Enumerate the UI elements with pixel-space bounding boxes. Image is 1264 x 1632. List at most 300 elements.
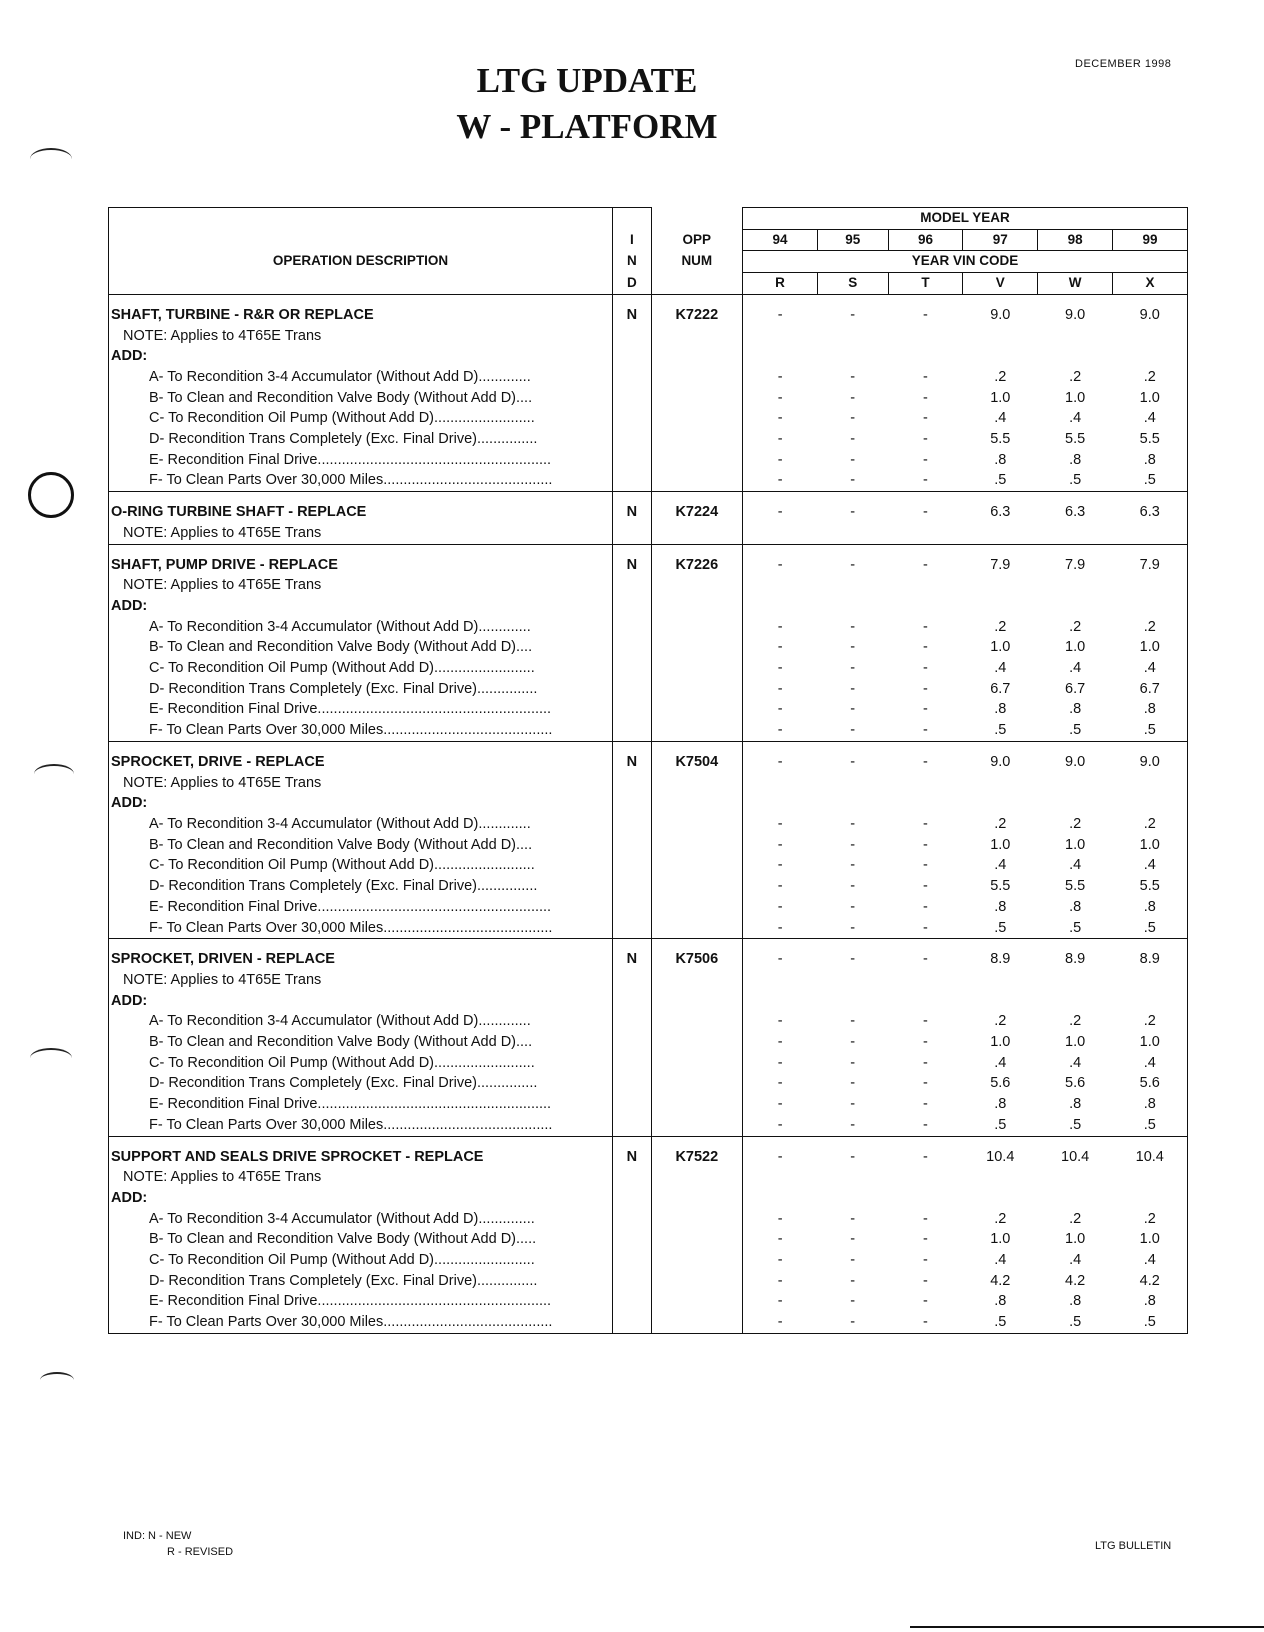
year-value-cell [817, 346, 888, 367]
title-line-1: LTG UPDATE [476, 61, 698, 100]
year-value-cell: 1.0 [1113, 1032, 1188, 1053]
year-value-cell: .4 [1069, 660, 1082, 677]
ind-cell [613, 596, 651, 617]
section-note-row [109, 773, 1188, 794]
ind-cell [613, 1032, 651, 1053]
operation-description: O-RING TURBINE SHAFT - REPLACE [109, 502, 613, 523]
year-value-cell: .5 [1113, 1115, 1188, 1136]
year-value-cell: - [888, 1115, 963, 1136]
year-value-cell [1038, 1136, 1113, 1147]
year-value-cell: .4 [994, 1252, 1007, 1269]
year-value-cell: .5 [1038, 1312, 1113, 1333]
year-value-cell: - [850, 660, 856, 677]
opp-num-cell [651, 1167, 742, 1188]
year-value-cell: - [743, 949, 818, 970]
ind-cell [613, 470, 651, 491]
section-spacer [109, 939, 1188, 950]
operation-description: B- To Clean and Recondition Valve Body (Without Add D).... [109, 637, 613, 658]
operation-description [109, 294, 613, 305]
year-value-cell: .4 [1069, 1252, 1082, 1269]
year-value-cell: 9.0 [990, 753, 1011, 770]
year-value-cell [963, 1136, 1038, 1147]
year-value-cell [963, 991, 1038, 1012]
year-value-cell: .2 [1069, 815, 1082, 832]
sub-operation-row [109, 617, 1188, 638]
year-value-cell [1113, 575, 1188, 596]
year-value-cell: - [817, 918, 888, 939]
operation-description: E- Recondition Final Drive.......................................................... [109, 699, 613, 720]
ind-legend-revised: R - REVISED [167, 1546, 234, 1558]
year-value-cell: 10.4 [986, 1148, 1015, 1165]
year-value-cell: 5.6 [1113, 1073, 1188, 1094]
year-value-cell: .2 [1113, 1011, 1188, 1032]
year-value-cell: - [743, 897, 818, 918]
year-value-cell: - [743, 450, 818, 471]
year-value-cell [888, 991, 963, 1012]
year-value-cell [1113, 596, 1188, 617]
year-value-cell [888, 575, 963, 596]
opp-num-cell [651, 1250, 742, 1271]
year-value-cell: - [923, 1148, 928, 1165]
sub-operation-row [109, 1250, 1188, 1271]
year-value-cell [743, 773, 818, 794]
operation-description: A- To Recondition 3-4 Accumulator (Without Add D)............. [109, 1011, 613, 1032]
year-value-cell: - [850, 857, 856, 874]
year-value-cell [963, 793, 1038, 814]
year-value-cell [743, 575, 818, 596]
year-value-cell [888, 939, 963, 950]
year-value-cell [1038, 544, 1113, 555]
year-value-cell: 9.0 [1113, 305, 1188, 326]
year-value-cell: - [923, 431, 928, 448]
ind-cell [613, 855, 651, 876]
sub-operation-row [109, 679, 1188, 700]
year-value-cell: - [850, 1034, 856, 1051]
sub-operation-row [109, 855, 1188, 876]
vin-code-w: W [1038, 273, 1113, 295]
year-value-cell: .4 [1069, 857, 1082, 874]
section-spacer [109, 294, 1188, 305]
year-value-cell [1038, 492, 1113, 503]
year-value-cell [817, 773, 888, 794]
header-blank [109, 208, 613, 230]
ind-cell [613, 835, 651, 856]
year-value-cell: - [743, 1011, 818, 1032]
ind-cell [613, 408, 651, 429]
bulletin-label: LTG BULLETIN [1095, 1540, 1172, 1552]
operation-description: E- Recondition Final Drive.......................................................... [109, 1094, 613, 1115]
year-value-cell [743, 741, 818, 752]
year-value-cell [743, 523, 818, 544]
year-value-cell: - [923, 857, 928, 874]
year-value-cell: 5.5 [1113, 429, 1188, 450]
year-value-cell: 10.4 [1113, 1147, 1188, 1168]
year-value-cell: - [850, 898, 856, 915]
year-value-cell: - [850, 1075, 856, 1092]
ind-cell [613, 699, 651, 720]
year-value-cell [888, 773, 963, 794]
ind-cell [613, 918, 651, 939]
year-value-cell: - [850, 836, 856, 853]
opp-header-line2: NUM [651, 251, 742, 273]
ind-cell [613, 991, 651, 1012]
year-value-cell: .4 [1069, 410, 1082, 427]
opp-num-cell [651, 544, 742, 555]
ind-cell: N [613, 502, 651, 523]
opp-num-cell [651, 793, 742, 814]
year-value-cell: 7.9 [1113, 555, 1188, 576]
opp-num-cell [651, 388, 742, 409]
year-value-cell: 8.9 [990, 951, 1011, 968]
year-value-cell [963, 346, 1038, 367]
ind-cell [613, 970, 651, 991]
year-value-cell [1038, 294, 1113, 305]
year-value-cell: 9.0 [1065, 306, 1086, 323]
operation-description: B- To Clean and Recondition Valve Body (Without Add D).... [109, 835, 613, 856]
year-value-cell: - [888, 1312, 963, 1333]
operation-description: C- To Recondition Oil Pump (Without Add D)......................... [109, 408, 613, 429]
year-value-cell [1113, 346, 1188, 367]
opp-num-cell [651, 1073, 742, 1094]
sub-operation-row [109, 388, 1188, 409]
ind-cell: N [613, 305, 651, 326]
binder-arc-mark [30, 148, 72, 170]
year-value-cell [963, 970, 1038, 991]
year-value-cell: - [923, 368, 928, 385]
operation-description: NOTE: Applies to 4T65E Trans [109, 1167, 613, 1188]
year-value-cell: .8 [994, 898, 1007, 915]
page-title [0, 58, 1264, 150]
year-value-cell: - [923, 1293, 928, 1310]
year-value-cell [1113, 939, 1188, 950]
year-value-cell: - [850, 504, 856, 521]
operation-description: B- To Clean and Recondition Valve Body (Without Add D).... [109, 1032, 613, 1053]
year-value-cell: - [850, 680, 856, 697]
operation-description: ADD: [109, 793, 613, 814]
opp-num-cell [651, 991, 742, 1012]
year-value-cell: .8 [1113, 450, 1188, 471]
ind-cell [613, 346, 651, 367]
year-value-cell: 6.3 [1065, 504, 1086, 521]
year-value-cell [817, 596, 888, 617]
year-value-cell: - [743, 388, 818, 409]
year-value-cell: 1.0 [1113, 388, 1188, 409]
year-value-cell: .2 [1113, 617, 1188, 638]
ind-cell [613, 1011, 651, 1032]
operation-description: NOTE: Applies to 4T65E Trans [109, 970, 613, 991]
year-value-cell: 5.5 [1113, 876, 1188, 897]
opp-num-cell: K7506 [651, 949, 742, 970]
year-value-cell: - [923, 660, 928, 677]
opp-num-cell: K7226 [651, 555, 742, 576]
ind-cell [613, 773, 651, 794]
operation-description: F- To Clean Parts Over 30,000 Miles.......................................... [109, 470, 613, 491]
year-value-cell: - [743, 835, 818, 856]
year-value-cell [1113, 793, 1188, 814]
operation-description [109, 544, 613, 555]
year-value-cell: - [850, 1210, 856, 1227]
operation-description: SPROCKET, DRIVE - REPLACE [109, 752, 613, 773]
year-value-cell [817, 492, 888, 503]
year-value-cell [743, 793, 818, 814]
ind-cell [613, 294, 651, 305]
year-value-cell: 6.3 [990, 504, 1011, 521]
sub-operation-row [109, 918, 1188, 939]
year-value-cell [888, 970, 963, 991]
opp-num-cell [651, 637, 742, 658]
sub-operation-row [109, 450, 1188, 471]
operation-description: ADD: [109, 991, 613, 1012]
ind-cell [613, 388, 651, 409]
vin-code-r: R [743, 273, 818, 295]
operation-description: A- To Recondition 3-4 Accumulator (Without Add D)............. [109, 617, 613, 638]
operation-description: C- To Recondition Oil Pump (Without Add D)......................... [109, 855, 613, 876]
year-value-cell [963, 575, 1038, 596]
year-value-cell [963, 596, 1038, 617]
ind-cell [613, 679, 651, 700]
operation-description: E- Recondition Final Drive.......................................................... [109, 897, 613, 918]
year-value-cell: - [923, 639, 928, 656]
year-value-cell: .5 [1038, 470, 1113, 491]
year-value-cell: - [743, 470, 818, 491]
year-value-cell: .4 [1113, 1053, 1188, 1074]
section-title-row [109, 502, 1188, 523]
section-add-row [109, 991, 1188, 1012]
ind-cell [613, 658, 651, 679]
sub-operation-row [109, 897, 1188, 918]
operation-description: C- To Recondition Oil Pump (Without Add D)......................... [109, 1250, 613, 1271]
year-value-cell: - [923, 951, 928, 968]
sub-operation-row [109, 1271, 1188, 1292]
year-value-cell [817, 575, 888, 596]
operation-description: ADD: [109, 346, 613, 367]
opp-num-cell [651, 1229, 742, 1250]
year-value-cell [1038, 1188, 1113, 1209]
year-value-cell: - [850, 815, 856, 832]
year-value-cell [963, 544, 1038, 555]
operation-description-header: OPERATION DESCRIPTION [109, 229, 613, 294]
year-value-cell: .5 [1113, 918, 1188, 939]
opp-num-cell [651, 429, 742, 450]
year-value-cell: - [743, 637, 818, 658]
year-value-cell: .4 [1069, 1054, 1082, 1071]
sub-operation-row [109, 814, 1188, 835]
section-title-row [109, 752, 1188, 773]
year-value-cell [1113, 544, 1188, 555]
year-value-cell: .4 [994, 410, 1007, 427]
year-value-cell: .8 [994, 701, 1007, 718]
operation-description: ADD: [109, 596, 613, 617]
year-value-cell: .5 [963, 918, 1038, 939]
year-value-cell [888, 596, 963, 617]
year-value-cell: - [743, 555, 818, 576]
year-value-cell: .5 [963, 1312, 1038, 1333]
year-value-cell: - [923, 1272, 928, 1289]
year-value-cell: - [850, 618, 856, 635]
year-value-cell: - [850, 1293, 856, 1310]
year-value-cell: - [850, 1148, 856, 1165]
year-value-cell: .4 [1113, 408, 1188, 429]
year-value-cell [817, 741, 888, 752]
opp-num-cell [651, 876, 742, 897]
section-spacer [109, 741, 1188, 752]
year-value-cell: - [923, 898, 928, 915]
ind-cell [613, 1250, 651, 1271]
year-value-cell: .4 [1113, 658, 1188, 679]
year-value-cell [963, 773, 1038, 794]
ind-cell: N [613, 752, 651, 773]
opp-num-cell [651, 1011, 742, 1032]
operation-description: A- To Recondition 3-4 Accumulator (Without Add D).............. [109, 1209, 613, 1230]
ind-cell [613, 575, 651, 596]
year-value-cell: - [743, 752, 818, 773]
year-value-cell [1038, 970, 1113, 991]
opp-num-cell [651, 1291, 742, 1312]
year-value-cell [743, 346, 818, 367]
year-value-cell: 4.2 [990, 1272, 1011, 1289]
year-value-cell: 1.0 [1065, 389, 1086, 406]
year-99: 99 [1113, 229, 1188, 251]
year-value-cell: 8.9 [1065, 951, 1086, 968]
year-value-cell: 5.5 [990, 878, 1011, 895]
year-value-cell: - [850, 389, 856, 406]
year-value-cell: .2 [994, 1013, 1007, 1030]
operation-description: SUPPORT AND SEALS DRIVE SPROCKET - REPLACE [109, 1147, 613, 1168]
year-value-cell [963, 1167, 1038, 1188]
year-value-cell [817, 1188, 888, 1209]
operation-description: B- To Clean and Recondition Valve Body (Without Add D)..... [109, 1229, 613, 1250]
ind-cell [613, 1209, 651, 1230]
year-value-cell [963, 294, 1038, 305]
ind-cell [613, 1167, 651, 1188]
year-value-cell: .2 [994, 618, 1007, 635]
ind-cell [613, 814, 651, 835]
year-value-cell: 8.9 [1113, 949, 1188, 970]
ind-header-n: N [613, 251, 651, 273]
year-value-cell [1038, 773, 1113, 794]
year-value-cell [888, 326, 963, 347]
year-value-cell [817, 294, 888, 305]
ind-cell [613, 326, 651, 347]
year-value-cell [888, 1136, 963, 1147]
ind-header-d: D [613, 273, 651, 295]
operation-description: E- Recondition Final Drive.......................................................... [109, 1291, 613, 1312]
year-value-cell [743, 492, 818, 503]
operation-description: D- Recondition Trans Completely (Exc. Final Drive)............... [109, 876, 613, 897]
year-value-cell [1113, 1136, 1188, 1147]
opp-num-cell [651, 1053, 742, 1074]
section-note-row [109, 523, 1188, 544]
year-value-cell: - [743, 1271, 818, 1292]
opp-num-cell [651, 835, 742, 856]
year-value-cell [1038, 991, 1113, 1012]
section-title-row [109, 1147, 1188, 1168]
year-value-cell: - [743, 1094, 818, 1115]
sub-operation-row [109, 1032, 1188, 1053]
year-value-cell: .8 [1069, 701, 1082, 718]
sub-operation-row [109, 1011, 1188, 1032]
opp-num-cell [651, 741, 742, 752]
sub-operation-row [109, 658, 1188, 679]
opp-num-cell [651, 326, 742, 347]
year-value-cell: - [888, 720, 963, 741]
operation-description: F- To Clean Parts Over 30,000 Miles.......................................... [109, 720, 613, 741]
year-value-cell: - [923, 701, 928, 718]
operation-description: NOTE: Applies to 4T65E Trans [109, 575, 613, 596]
operation-description: F- To Clean Parts Over 30,000 Miles.......................................... [109, 918, 613, 939]
ind-cell: N [613, 555, 651, 576]
opp-num-cell [651, 855, 742, 876]
opp-num-cell [651, 1271, 742, 1292]
year-value-cell: 6.3 [1113, 502, 1188, 523]
sub-operation-row [109, 1094, 1188, 1115]
operation-description: A- To Recondition 3-4 Accumulator (Without Add D)............. [109, 367, 613, 388]
operation-description: NOTE: Applies to 4T65E Trans [109, 326, 613, 347]
section-note-row [109, 1167, 1188, 1188]
section-spacer [109, 492, 1188, 503]
ind-cell [613, 741, 651, 752]
model-year-label: MODEL YEAR [743, 208, 1188, 230]
year-value-cell: .2 [1069, 1210, 1082, 1227]
table-body [109, 294, 1188, 1333]
year-value-cell [963, 1188, 1038, 1209]
bottom-rule [910, 1626, 1264, 1628]
year-value-cell: .2 [1069, 618, 1082, 635]
year-97: 97 [963, 229, 1038, 251]
year-value-cell: - [923, 1252, 928, 1269]
year-value-cell [1038, 575, 1113, 596]
year-value-cell: - [743, 408, 818, 429]
year-value-cell: 1.0 [1113, 1229, 1188, 1250]
year-value-cell: 1.0 [990, 1034, 1011, 1051]
vin-code-x: X [1113, 273, 1188, 295]
sub-operation-row [109, 1291, 1188, 1312]
year-value-cell: - [923, 451, 928, 468]
year-value-cell: .8 [1113, 699, 1188, 720]
year-value-cell: - [850, 753, 856, 770]
year-value-cell: - [850, 639, 856, 656]
year-value-cell [743, 326, 818, 347]
year-value-cell [1113, 741, 1188, 752]
year-value-cell: - [743, 367, 818, 388]
year-value-cell [1038, 793, 1113, 814]
year-value-cell: - [743, 617, 818, 638]
ind-cell [613, 939, 651, 950]
opp-num-cell [651, 367, 742, 388]
sub-operation-row [109, 429, 1188, 450]
year-value-cell [743, 1167, 818, 1188]
ind-cell [613, 1291, 651, 1312]
year-value-cell: 10.4 [1061, 1148, 1090, 1165]
year-value-cell: .8 [1069, 451, 1082, 468]
title-line-2: W - PLATFORM [456, 107, 718, 146]
section-note-row [109, 326, 1188, 347]
year-value-cell: .5 [1038, 1115, 1113, 1136]
year-value-cell [743, 991, 818, 1012]
year-value-cell: .4 [1113, 855, 1188, 876]
year-value-cell: - [888, 918, 963, 939]
operation-description: B- To Clean and Recondition Valve Body (Without Add D).... [109, 388, 613, 409]
year-value-cell: - [923, 878, 928, 895]
year-value-cell: .2 [994, 815, 1007, 832]
section-add-row [109, 793, 1188, 814]
ind-cell [613, 1312, 651, 1333]
year-value-cell: .2 [994, 1210, 1007, 1227]
operation-description: NOTE: Applies to 4T65E Trans [109, 523, 613, 544]
year-value-cell: - [923, 1231, 928, 1248]
year-value-cell [1113, 523, 1188, 544]
year-value-cell: .5 [963, 720, 1038, 741]
